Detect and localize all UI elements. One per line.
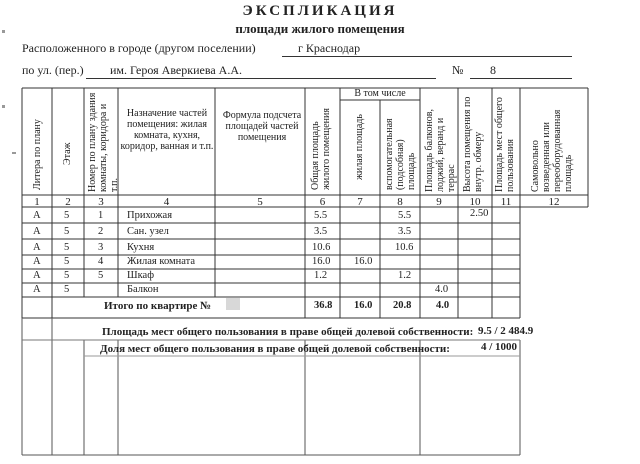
cell-num: 5 [98,270,104,281]
header-col1: Литера по плану [32,119,43,190]
cell-living: 16.0 [354,256,373,267]
col-number: 6 [319,196,326,208]
col-number: 2 [65,196,71,208]
city-value: г Краснодар [298,41,361,55]
total-label: Итого по квартире № [104,300,212,312]
cell-num: 2 [98,226,104,237]
header-col4: Назначение частей помещения: жилая комната, кухня, коридор, ванная и т.п. [120,108,214,152]
document-title: ЭКСПЛИКАЦИЯ [242,3,398,19]
header-col5: Формула подсчета площадей частей помещения [222,110,302,143]
street-value: им. Героя Аверкиева А.А. [110,63,242,77]
cell-floor: 5 [64,242,70,253]
number-value: 8 [490,63,496,77]
total-living: 16.0 [354,300,373,311]
col-number: 4 [163,196,170,208]
cell-total: 5.5 [314,210,328,221]
cell-floor: 5 [64,284,70,295]
cell-name: Сан. узел [127,226,169,237]
cell-floor: 5 [64,256,70,267]
col-number: 12 [548,196,560,208]
cell-aux: 10.6 [395,242,414,253]
redacted-apartment-number [226,298,240,310]
document-subtitle: площади жилого помещения [235,21,405,36]
cell-lit: А [33,242,41,253]
cell-name: Кухня [127,242,155,253]
cell-name: Балкон [127,284,159,295]
cell-lit: А [33,270,41,281]
col-number: 7 [357,196,363,208]
street-label: по ул. (пер.) [22,63,84,77]
cell-num: 3 [98,242,104,253]
header-col8: вспомогательная (подсобная) площадь [384,118,417,190]
common-area-label: Площадь мест общего пользования в праве общей долевой собственности: [102,326,474,338]
cell-total: 10.6 [312,242,331,253]
cell-num: 4 [98,256,104,267]
total-aux: 20.8 [393,300,412,311]
header-col3: Номер по плану здания комнаты, коридора и т.п. [87,92,120,192]
cell-lit: А [33,226,41,237]
cell-lit: А [33,210,41,221]
col-number: 11 [500,196,512,208]
col-number: 9 [436,196,442,208]
col-number: 10 [469,196,481,208]
cell-total: 3.5 [314,226,328,237]
cell-aux: 3.5 [398,226,412,237]
cell-height: 2.50 [470,208,489,219]
header-group: В том числе [354,88,406,99]
cell-aux: 5.5 [398,210,412,221]
cell-total: 1.2 [314,270,328,281]
cell-floor: 5 [64,226,70,237]
cell-floor: 5 [64,270,70,281]
header-col7: жилая площадь [354,114,365,180]
header-col9: Площадь балконов, лоджий, веранд и террас [424,108,457,192]
cell-name: Шкаф [127,270,154,281]
total-balcony: 4.0 [436,300,450,311]
cell-lit: А [33,284,41,295]
col-number: 1 [34,196,40,208]
col-number: 8 [397,196,403,208]
header-col10: Высота помещения по внутр. обмеру [462,96,484,192]
cell-aux: 1.2 [398,270,412,281]
header-col2: Этаж [62,142,73,165]
share-value: 4 / 1000 [481,341,518,353]
share-label: Доля мест общего пользования в праве общей долевой собственности: [100,343,450,355]
cell-num: 1 [98,210,104,221]
total-area: 36.8 [314,300,333,311]
header-col11: Площадь мест общего пользования [494,97,516,192]
cell-floor: 5 [64,210,70,221]
header-col6: Общая площадь жилого помещения [310,108,332,190]
header-col12: Самовольно возведенная или переоборудованная площадь [530,109,574,192]
cell-balcony: 4.0 [435,284,449,295]
cell-lit: А [33,256,41,267]
col-number: 5 [257,196,263,208]
cell-total: 16.0 [312,256,331,267]
cell-name: Жилая комната [127,256,196,267]
cell-name: Прихожая [127,210,173,221]
col-number: 3 [98,196,104,208]
location-label: Расположенного в городе (другом поселении) [22,41,256,55]
common-area-value: 9.5 / 2 484.9 [478,325,534,337]
number-label: № [452,63,464,77]
